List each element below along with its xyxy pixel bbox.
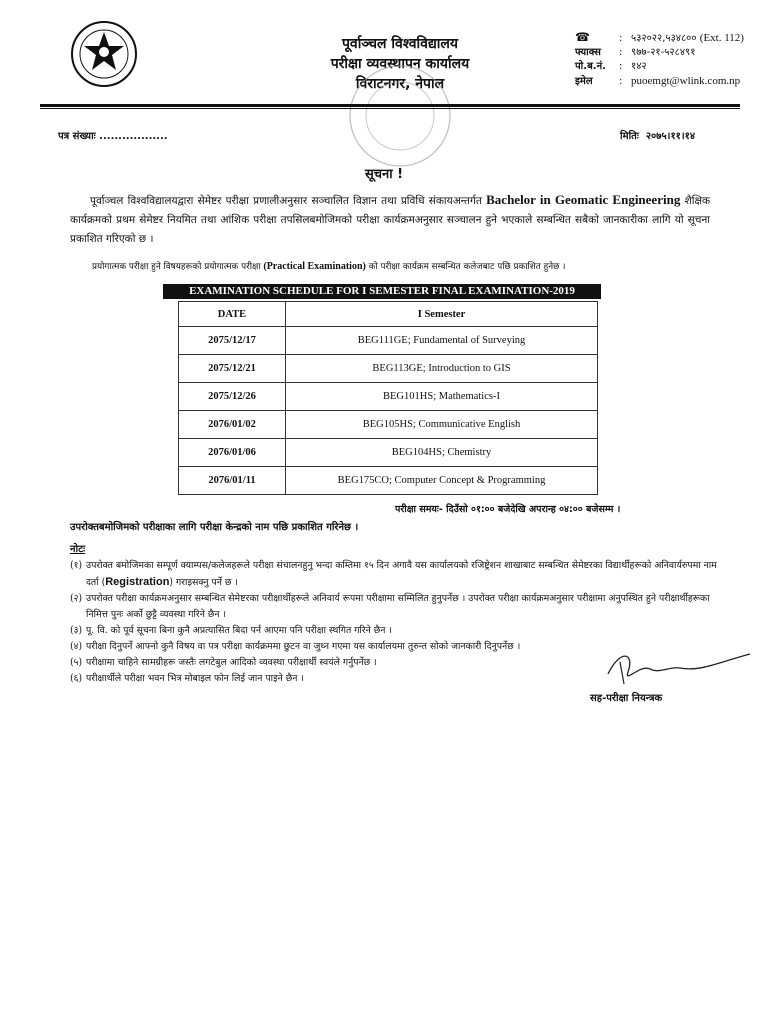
table-row — [179, 411, 598, 439]
university-name: पूर्वाञ्चल विश्वविद्यालय — [341, 36, 459, 52]
exam-date: 2075/12/17 — [179, 327, 286, 355]
letter-date — [620, 128, 695, 142]
note-number: (६) — [70, 673, 83, 684]
exam-date: 2075/12/26 — [179, 383, 286, 411]
intro-text: पूर्वाञ्चल विश्वविद्यालयद्वारा सेमेष्टर परीक्षा प्रणालीअनुसार सञ्चालित विज्ञान तथा प्रविधि संकायअन्तर्गत — [90, 195, 482, 207]
signature — [600, 644, 760, 694]
table-header-row — [179, 302, 598, 327]
phone-ext: (Ext. 112) — [699, 32, 744, 44]
program-name: Bachelor in Geomatic Engineering — [486, 192, 681, 207]
note-text: परीक्षामा चाहिने सामग्रीहरू जस्तैः लगटेबुल आदिको व्यवस्था परीक्षार्थी स्वयंले गर्नुपर्नेछ । — [86, 657, 377, 668]
note-number: (४) — [70, 641, 83, 652]
note-text: परीक्षार्थीले परीक्षा भवन भित्र मोबाइल फोन लिई जान पाइने छैन । — [86, 673, 304, 684]
schedule-heading: EXAMINATION SCHEDULE FOR I SEMESTER FINAL EXAMINATION-2019 — [163, 284, 601, 299]
exam-center-note: उपरोक्तबमोजिमको परीक्षाका लागि परीक्षा केन्द्रको नाम पछि प्रकाशित गरिनेछ । — [70, 522, 359, 533]
note-number: (२) — [70, 593, 83, 604]
list-item — [70, 558, 730, 591]
office-location: विराटनगर, नेपाल — [355, 76, 445, 92]
email-label: इमेल — [575, 76, 593, 87]
pobox-label: पो.ब.नं. — [575, 61, 606, 72]
contact-block: ☎ : ५३२०२२,५३४८०० (Ext. 112) फ्याक्स : ९७७-२१-५२८४९१ पो.ब.नं. : १४२ इमेल : puoemgt@wlink.com.np — [575, 30, 744, 87]
practical-note — [92, 260, 732, 272]
phone-number: ५३२०२२,५३४८०० — [631, 33, 697, 44]
header-rule-thin — [40, 108, 740, 109]
practical-text: प्रयोगात्मक परीक्षा हुने विषयहरूको प्रयोगात्मक परीक्षा — [92, 262, 261, 272]
note-number: (३) — [70, 625, 83, 636]
notice-title: सूचना ! — [364, 167, 404, 182]
note-number: (५) — [70, 657, 83, 668]
table-row — [179, 439, 598, 467]
exam-date: 2076/01/11 — [179, 467, 286, 495]
note-text: पू. वि. को पूर्व सूचना बिना कुनै अप्रत्यासित बिदा पर्न आएमा पनि परीक्षा स्थगित गरिने छैन । — [86, 625, 392, 636]
note-text: उपरोक्त परीक्षा कार्यक्रमअनुसार सम्बन्धित सेमेष्टरका परीक्षार्थीहरूले अनिवार्य रूपमा परीक्षामा सम्मिलित हुनुपर्नेछ । उपरोक्त परीक्षा कार्यक्रमअनुसार परीक्षामा अनुपस्थित हुने परीक्षार्थीहरूका निमित्त पुनः अर्को छुट्टै व्यवस्था गरिने छैन । — [86, 593, 710, 620]
intro-paragraph — [70, 190, 710, 249]
fax-label: फ्याक्स — [575, 47, 601, 58]
practical-text-2: को परीक्षा कार्यक्रम सम्बन्धित कलेजबाट पछि प्रकाशित हुनेछ । — [368, 262, 566, 272]
signer-title: सह-परीक्षा नियन्त्रक — [590, 693, 663, 704]
column-header-date: DATE — [179, 302, 286, 327]
table-row — [179, 355, 598, 383]
exam-date: 2076/01/06 — [179, 439, 286, 467]
exam-subject: BEG101HS; Mathematics-I — [286, 383, 598, 411]
note-number: (१) — [70, 560, 83, 571]
note-text-part: उपरोक्त बमोजिमका सम्पूर्ण क्याम्पस/कलेजहरूले परीक्षा संचालनहुनु भन्दा कम्तिमा १५ दिन अगावै यस कार्यालयको रजिष्ट्रेशन शाखाबाट सम्बन्धित सेमेष्टरका विद्यार्थीहरूको अनिवार्यरुपमा नाम दर्ता ( — [86, 560, 717, 588]
exam-subject: BEG113GE; Introduction to GIS — [286, 355, 598, 383]
phone-icon: ☎ — [575, 30, 590, 44]
column-header-semester: I Semester — [286, 302, 598, 327]
intro-text-2: शैक्षिक कार्यक्रमको प्रथम सेमेष्टर नियमित तथा आंशिक परीक्षा तपसिलबमोजिमको परीक्षा कार्यक्रमअनुसार सञ्चालन हुने भएकाले सम्बन्धित सबैको जानकारीका लागि यो सूचना प्रकाशित गरिएको छ । — [70, 195, 711, 245]
date-label: मितिः — [620, 131, 639, 142]
exam-date: 2076/01/02 — [179, 411, 286, 439]
exam-subject: BEG105HS; Communicative English — [286, 411, 598, 439]
registration-term: Registration — [105, 576, 170, 588]
table-row — [179, 327, 598, 355]
notes-heading: नोटः — [70, 544, 86, 555]
table-row — [179, 383, 598, 411]
list-item — [70, 623, 730, 639]
practical-bold: (Practical Examination) — [263, 261, 366, 272]
header-rule — [40, 104, 740, 107]
date-value: २०७५।११।१४ — [645, 131, 696, 142]
university-logo — [70, 20, 138, 88]
note-text: परीक्षा दिनुपर्ने आफ्नो कुनै विषय वा पत्र परीक्षा कार्यक्रममा छुटन वा जुध्न गएमा यस कार्यालयमा तुरुन्त सोको जानकारी दिनुपर्नेछ । — [86, 641, 521, 652]
exam-subject: BEG104HS; Chemistry — [286, 439, 598, 467]
exam-subject: BEG175CO; Computer Concept & Programming — [286, 467, 598, 495]
exam-subject: BEG111GE; Fundamental of Surveying — [286, 327, 598, 355]
office-name: परीक्षा व्यवस्थापन कार्यालय — [330, 56, 470, 72]
exam-time: परीक्षा समयः- दिउँसो ०१:०० बजेदेखि अपरान्ह ०४:०० बजेसम्म । — [395, 504, 621, 515]
schedule-table — [178, 301, 598, 495]
note-text — [86, 558, 730, 591]
office-stamp — [346, 62, 454, 170]
exam-date: 2075/12/21 — [179, 355, 286, 383]
note-text-part: ) गराइसक्नु पर्ने छ । — [169, 577, 238, 588]
pobox-number: १४२ — [631, 61, 647, 72]
email-address: puoemgt@wlink.com.np — [631, 75, 741, 87]
table-row — [179, 467, 598, 495]
fax-number: ९७७-२१-५२८४९१ — [631, 47, 696, 58]
reference-number: पत्र संख्याः .................. — [58, 131, 168, 142]
list-item — [70, 591, 730, 623]
